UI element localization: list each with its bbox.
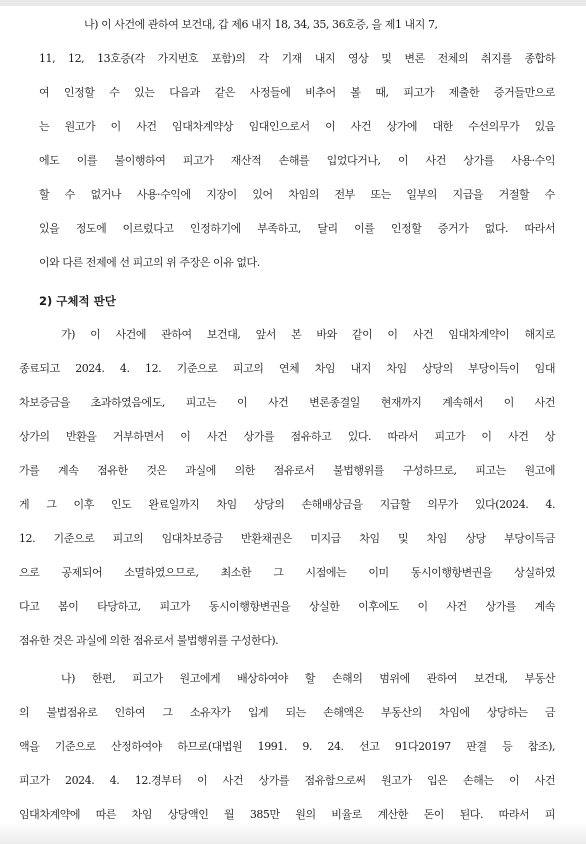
text-line: 가를 계속 점유한 것은 과실에 의한 점유로서 불법행위를 구성하므로, 피고는 원고에 (19, 464, 555, 477)
section-heading: 2) 구체적 판단 (39, 294, 116, 308)
text-line: 는 원고가 이 사건 임대차계약상 임대인으로서 이 사건 상가에 대한 수선의무가 있음 (39, 120, 555, 133)
text-line: 에도 이를 불이행하여 피고가 재산적 손해를 입었다거나, 이 사건 상가를 사용·수익 (39, 154, 555, 167)
text-line: 게 그 이후 인도 완료일까지 차임 상당의 손해배상금을 지급할 의무가 있다(2024. 4. (19, 498, 555, 511)
text-line: 12. 기준으로 피고의 임대차보증금 반환채권은 미지급 차임 및 차임 상당 부당이득금 (19, 532, 555, 545)
text-line: 여 인정할 수 있는 다음과 같은 사정들에 비추어 볼 때, 피고가 제출한 증거들만으로 (39, 86, 555, 99)
text-line: 상가의 반환을 거부하면서 이 사건 상가를 점유하고 있다. 따라서 피고가 이 사건 상 (19, 430, 555, 443)
text-line: 피고가 2024. 4. 12.경부터 이 사건 상가를 점유함으로써 원고가 입은 손해는 이 사건 (19, 774, 555, 787)
page-bottom-edge (0, 822, 586, 844)
text-line: 이와 다른 전제에 선 피고의 위 주장은 이유 없다. (39, 256, 260, 269)
text-line: 나) 한편, 피고가 원고에게 배상하여야 할 손해의 범위에 관하여 보건대, 부동산 (61, 672, 555, 685)
text-line: 으로 공제되어 소멸하였으므로, 최소한 그 시점에는 이미 동시이행항변권을 상실하였 (19, 566, 555, 579)
text-line: 다고 봄이 타당하고, 피고가 동시이행항변권을 상실한 이후에도 이 사건 상가를 계속 (19, 600, 555, 613)
text-line: 액을 기준으로 산정하여야 하므로(대법원 1991. 9. 24. 선고 91다20197 판결 등 참조), (19, 740, 555, 753)
text-line: 차보증금을 초과하였음에도, 피고는 이 사건 변론종결일 현재까지 계속해서 이 사건 (19, 396, 555, 409)
text-line: 종료되고 2024. 4. 12. 기준으로 피고의 연체 차임 내지 차임 상당의 부당이득이 임대 (19, 362, 555, 375)
text-line: 가) 이 사건에 관하여 보건대, 앞서 본 바와 같이 이 사건 임대차계약이 해지로 (61, 328, 555, 341)
text-line: 있을 정도에 이르렀다고 인정하기에 부족하고, 달리 이를 인정할 증거가 없다. 따라서 (39, 222, 555, 235)
text-line: 임대차계약에 따른 차임 상당액인 월 385만 원의 비율로 계산한 돈이 된다. 따라서 피 (19, 808, 555, 821)
text-line: 점유한 것은 과실에 의한 점유로서 불법행위를 구성한다). (19, 634, 279, 647)
text-line: 의 불법점유로 인하여 그 소유자가 입게 되는 손해액은 부동산의 차임에 상당하는 금 (19, 706, 555, 719)
text-line: 나) 이 사건에 관하여 보건대, 갑 제6 내지 18, 34, 35, 36호증, 을 제1 내지 7, (84, 18, 438, 31)
page-top-edge (0, 0, 586, 6)
text-line: 11, 12, 13호증(각 가지번호 포함)의 각 기재 내지 영상 및 변론 전체의 취지를 종합하 (39, 52, 555, 65)
text-line: 할 수 없거나 사용·수익에 지장이 있어 차임의 전부 또는 일부의 지급을 거절할 수 (39, 188, 555, 201)
